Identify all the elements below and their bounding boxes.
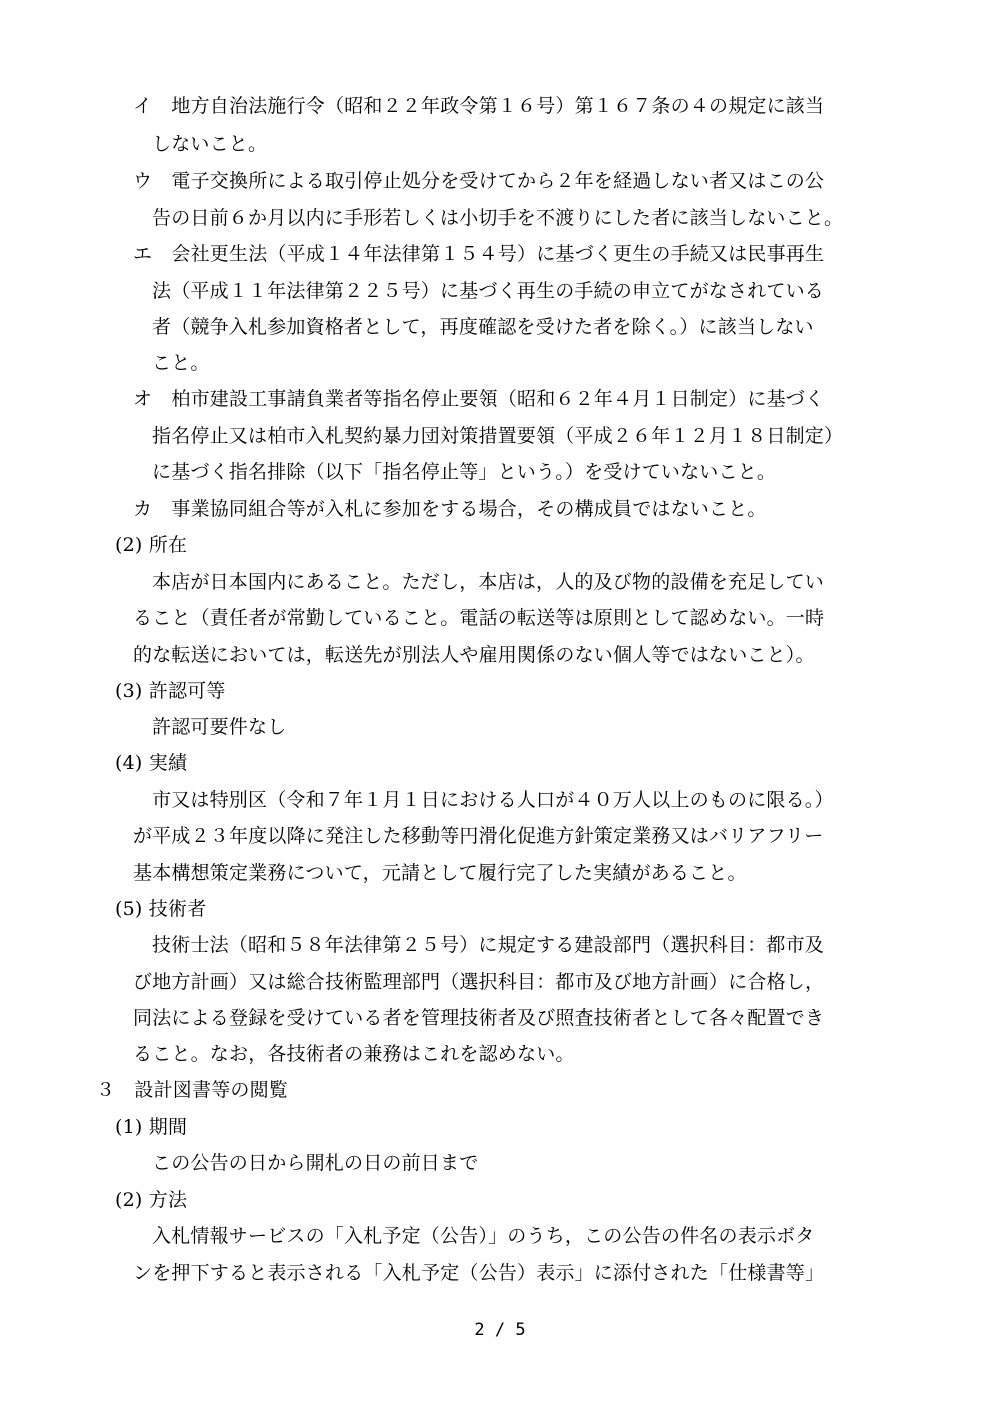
- page-number: 2 / 5: [474, 1320, 526, 1340]
- text-line: 入札情報サービスの「入札予定（公告）」のうち，この公告の件名の表示ボタ: [152, 1225, 815, 1247]
- text-line: 同法による登録を受けている者を管理技術者及び照査技術者として各々配置でき: [133, 1007, 825, 1029]
- text-line: び地方計画）又は総合技術監理部門（選択科目：都市及び地方計画）に合格し，: [133, 971, 825, 993]
- text-line: 技術士法（昭和５８年法律第２５号）に規定する建設部門（選択科目：都市及: [152, 934, 825, 956]
- text-line: エ 会社更生法（平成１４年法律第１５４号）に基づく更生の手続又は民事再生: [133, 243, 825, 265]
- text-line: ンを押下すると表示される「入札予定（公告）表示」に添付された「仕様書等」: [133, 1262, 825, 1284]
- text-line: カ 事業協同組合等が入札に参加をする場合，その構成員ではないこと。: [133, 498, 767, 520]
- text-line: が平成２３年度以降に発注した移動等円滑化促進方針策定業務又はバリアフリー: [133, 825, 824, 847]
- text-line: ること（責任者が常勤していること。電話の転送等は原則として認めない。一時: [133, 607, 825, 629]
- text-line: しないこと。: [152, 133, 268, 155]
- chapter-heading: ３ 設計図書等の閲覧: [96, 1079, 289, 1101]
- text-line: ウ 電子交換所による取引停止処分を受けてから２年を経過しない者又はこの公: [133, 170, 825, 192]
- text-line: イ 地方自治法施行令（昭和２２年政令第１６号）第１６７条の４の規定に該当: [133, 95, 825, 117]
- text-line: 許認可要件なし: [152, 716, 287, 738]
- text-line: 市又は特別区（令和７年１月１日における人口が４０万人以上のものに限る。）: [152, 789, 834, 811]
- text-line: 的な転送においては，転送先が別法人や雇用関係のない個人等ではないこと）。: [133, 644, 815, 666]
- section-heading: (1) 期間: [115, 1116, 188, 1138]
- section-heading: (2) 所在: [115, 534, 188, 556]
- text-line: 者（競争入札参加資格者として，再度確認を受けた者を除く。）に該当しない: [152, 316, 814, 338]
- text-line: ること。なお，各技術者の兼務はこれを認めない。: [133, 1043, 575, 1065]
- text-line: 法（平成１１年法律第２２５号）に基づく再生の手続の申立てがなされている: [152, 280, 825, 302]
- text-line: 本店が日本国内にあること。ただし，本店は，人的及び物的設備を充足してい: [152, 571, 825, 593]
- text-line: 指名停止又は柏市入札契約暴力団対策措置要領（平成２６年１２月１８日制定）: [152, 425, 844, 447]
- section-heading: (2) 方法: [115, 1189, 188, 1211]
- text-line: この公告の日から開札の日の前日まで: [152, 1152, 479, 1174]
- text-line: こと。: [152, 352, 210, 374]
- section-heading: (3) 許認可等: [115, 680, 226, 702]
- text-line: 告の日前６か月以内に手形若しくは小切手を不渡りにした者に該当しないこと。: [152, 207, 844, 229]
- section-heading: (5) 技術者: [115, 898, 207, 920]
- text-line: オ 柏市建設工事請負業者等指名停止要領（昭和６２年４月１日制定）に基づく: [133, 388, 825, 410]
- text-line: 基本構想策定業務について，元請として履行完了した実績があること。: [133, 862, 747, 884]
- text-line: に基づく指名排除（以下「指名停止等」という。）を受けていないこと。: [152, 461, 777, 483]
- section-heading: (4) 実績: [115, 752, 188, 774]
